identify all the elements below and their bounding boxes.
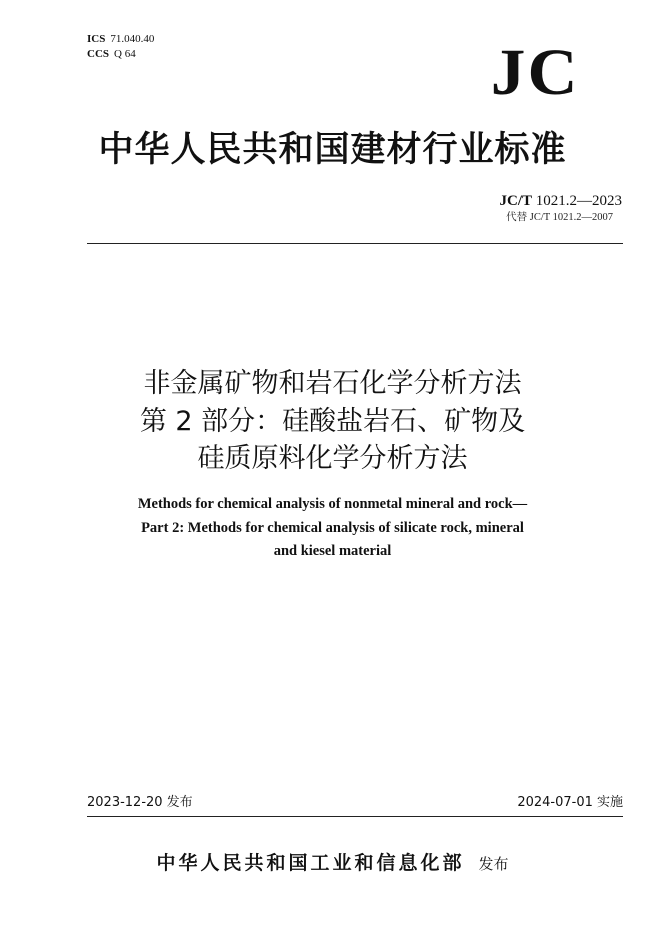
issuer-name: 中华人民共和国工业和信息化部 — [156, 852, 465, 874]
ccs-value: Q 64 — [114, 48, 136, 60]
standard-number — [499, 192, 622, 210]
english-title-line-3: and kiesel material — [273, 543, 392, 559]
issuer — [0, 848, 665, 875]
english-title-line-2: Part 2: Methods for chemical analysis of silicate rock, mineral — [141, 519, 524, 536]
top-divider — [87, 243, 623, 244]
english-title — [0, 493, 665, 564]
standard-number-prefix: JC/T — [499, 193, 532, 209]
ics-label: ICS — [87, 33, 106, 45]
implementation-date: 2024-07-01 实施 — [517, 795, 623, 810]
ics-code — [87, 32, 154, 46]
ics-value: 71.040.40 — [110, 33, 155, 45]
chinese-title-line-2: 第 2 部分：硅酸盐岩石、矿物及 — [139, 405, 526, 437]
ccs-code — [87, 47, 136, 61]
chinese-title — [0, 365, 665, 478]
standard-number-value: 1021.2—2023 — [535, 193, 622, 209]
jc-logo: JC — [491, 36, 580, 109]
chinese-title-line-1: 非金属矿物和岩石化学分析方法 — [143, 368, 522, 399]
ccs-label: CCS — [87, 48, 110, 60]
standard-category-title: 中华人民共和国建材行业标准 — [98, 129, 567, 170]
issue-date: 2023-12-20 发布 — [87, 795, 193, 810]
chinese-title-line-3: 硅质原料化学分析方法 — [197, 443, 468, 474]
issuer-suffix: 发布 — [478, 855, 509, 873]
english-title-line-1: Methods for chemical analysis of nonmetal mineral and rock— — [137, 496, 528, 512]
replaced-standard: 代替 JC/T 1021.2—2007 — [506, 212, 613, 223]
bottom-divider — [87, 816, 623, 817]
